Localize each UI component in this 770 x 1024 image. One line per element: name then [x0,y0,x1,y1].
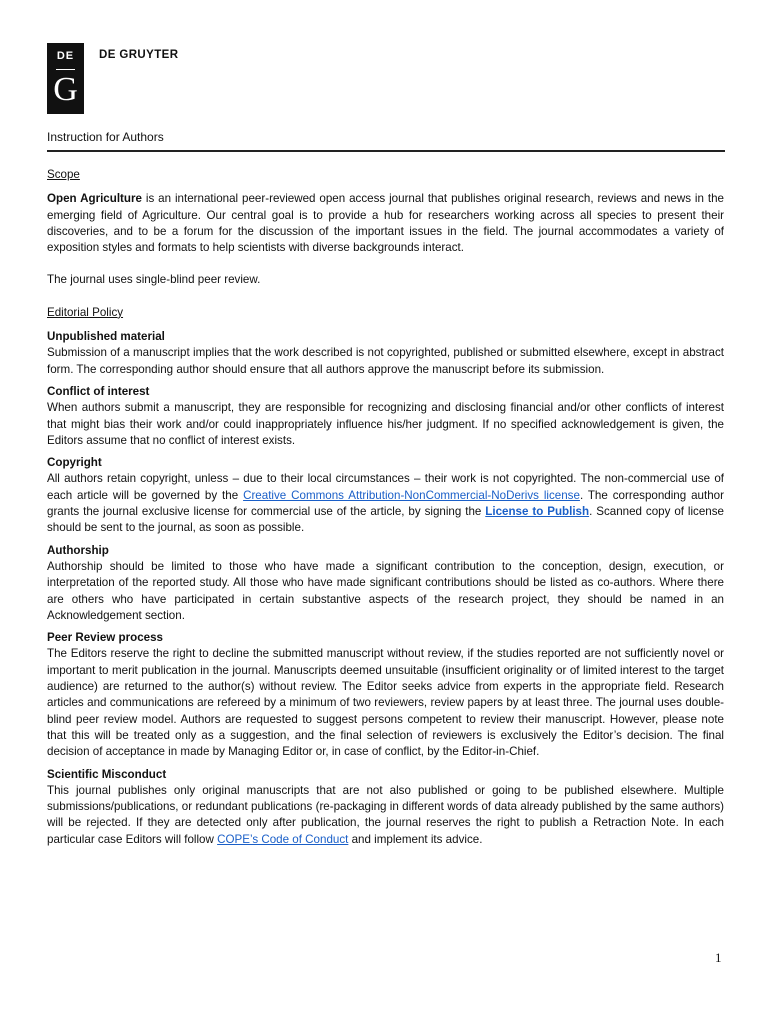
copyright-text-part2: . The corresponding author grants the journal exclusive license for commercial use of the article, by signing the [47,488,724,519]
scope-heading: Scope [47,168,80,181]
editorial-policy-heading: Editorial Policy [47,305,124,319]
document-title: Instruction for Authors [47,130,164,144]
copyright-text-part1: All authors retain copyright, unless – due to their local circumstances – their work is not copyrighted. The non-commercial use of each article will be governed by the [47,472,724,502]
logo-letter: G [53,71,78,108]
review-note: The journal uses single-blind peer review. [47,273,261,287]
journal-name: Open Agriculture [47,192,142,206]
publisher-name: DE GRUYTER [99,49,179,61]
misconduct-heading: Scientific Misconduct [47,767,167,781]
misconduct-text-part1: This journal publishes only original manuscripts that are not also published or going to be published elsewhere. Multiple submissions/publications, or redundant publications (re-packaging in different words of data already published by the same authors) will be rejected. If they are detected only after publication, the journal reserves the right to publish a Retraction Note. In each particular case Editors will follow [47,783,724,846]
scope-intro: is an international peer-reviewed open access journal that publishes original research, reviews and news in the emerging field of Agriculture. Our central goal is to provide a hub for researchers working across all species to present their discoveries, and to be a forum for the discussion of the important issues in the field. The journal accommodates a variety of exposition styles and formats to help scientists with diverse backgrounds interact. [47,192,724,255]
logo-top-text: DE [56,50,75,62]
peer-review-heading: Peer Review process [47,631,164,645]
cc-license-link[interactable]: Creative Commons Attribution-NonCommercial-NoDerivs license [243,488,580,502]
header-rule [47,150,725,152]
cope-code-link[interactable]: COPE’s Code of Conduct [217,832,349,846]
authorship-heading: Authorship [47,543,109,557]
authorship-text: Authorship should be limited to those who have made a significant contribution to the conception, design, execution, or interpretation of the reported study. All those who have made significant contributions should be listed as co-authors. Where there are others who have participated in certain substantive aspects of the research project, they should be named in an Acknowledgement section. [47,559,724,622]
scope-paragraph [47,191,724,256]
unpublished-text: Submission of a manuscript implies that the work described is not copyrighted, published or submitted elsewhere, except in abstract form. The corresponding author should ensure that all authors approve the manuscript before its submission. [47,346,724,376]
logo-divider [56,69,75,70]
peer-review-text: The Editors reserve the right to decline the submitted manuscript without review, if the studies reported are not sufficiently novel or important to merit publication in the journal. Manuscripts deemed unsuitable (insufficient originality or of limited interest to the target audience) are returned to the author(s) without review. The Editor seeks advice from experts in the appropriate field. Research articles and communications are refereed by a minimum of two reviewers, review papers by at least three. The journal uses double-blind peer review model. Authors are requested to suggest persons competent to review their manuscript. However, please note that this will be treated only as a suggestion, and the final selection of reviewers is exclusively the Editor’s decision. The final decision of acceptance in made by Managing Editor or, in case of conflict, by the Editor-in-Chief. [47,647,724,759]
de-gruyter-logo [47,43,84,114]
license-to-publish-link[interactable]: License to Publish [485,505,590,519]
misconduct-text [47,783,724,848]
copyright-text-part3: . Scanned copy of license should be sent to the journal, as soon as possible. [47,505,724,535]
conflict-text: When authors submit a manuscript, they are responsible for recognizing and disclosing financial and/or other conflicts of interest that might bias their work and/or could inappropriately influence his/her judgment. If no specified acknowledgement is given, the Editors assume that no conflict of interest exists. [47,401,724,447]
unpublished-heading: Unpublished material [47,330,165,344]
conflict-heading: Conflict of interest [47,384,150,398]
page-number: 1 [715,950,722,965]
copyright-heading: Copyright [47,456,102,470]
misconduct-text-part2: and implement its advice. [348,832,483,846]
document-body [47,167,724,848]
copyright-text [47,471,724,536]
